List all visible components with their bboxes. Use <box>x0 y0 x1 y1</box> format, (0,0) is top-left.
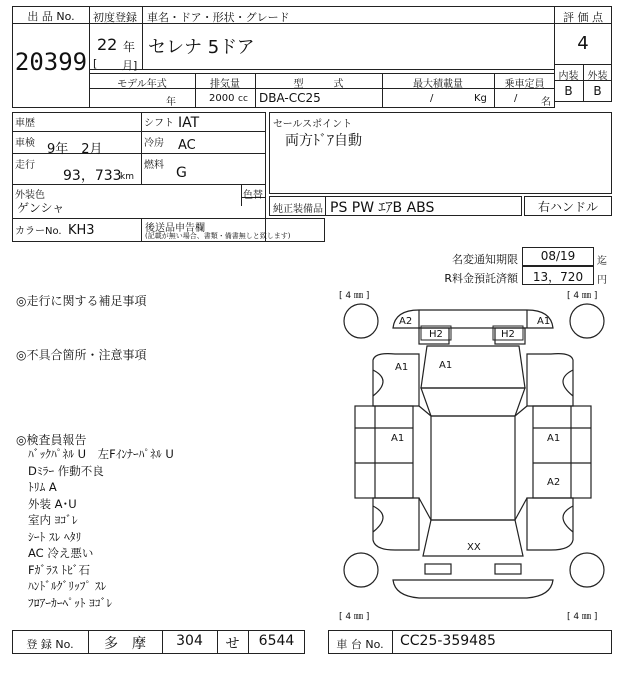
wheel-arch-rr <box>563 506 573 532</box>
model-type: DBA-CC25 <box>259 91 321 105</box>
wheel-arch-fl <box>373 370 383 396</box>
name-change-value: 08/19 <box>540 249 576 263</box>
inspector-line: ﾊﾞｯｸﾊﾟﾈﾙ U 左Fｲﾝﾅｰﾊﾟﾈﾙ U <box>28 447 174 461</box>
tail-light-right <box>495 564 521 574</box>
displacement-unit: cc <box>238 94 248 104</box>
month-unit: 月] <box>122 59 138 72</box>
reg-area: 多 摩 <box>104 636 146 652</box>
car-name-label: 車名・ドア・形状・グレード <box>147 11 290 24</box>
interior-grade: B <box>564 84 573 98</box>
inspector-line: ﾊﾝﾄﾞﾙｸﾞﾘｯﾌﾟ ｽﾚ <box>28 579 107 593</box>
model-year-unit: 年 <box>166 97 176 108</box>
hood-outline <box>421 346 525 388</box>
score-label: 評 価 点 <box>563 11 603 24</box>
first-reg-label: 初度登録 <box>93 11 137 24</box>
mark-rear-right: A2 <box>547 477 561 488</box>
model-year-label: モデル年式 <box>117 79 167 90</box>
inspector-line: AC 冷え悪い <box>28 546 94 560</box>
exterior-grade: B <box>593 84 602 98</box>
mark-roof: XX <box>467 542 481 553</box>
mark-front-right: A1 <box>537 316 551 327</box>
mark-fender-left: A1 <box>395 362 409 373</box>
inspection-value: 9年 2月 <box>47 142 103 157</box>
windshield-outline <box>421 388 525 416</box>
first-reg-year: 22 <box>97 35 118 54</box>
reg-no-label: 登 録 No. <box>26 638 74 651</box>
body-side-right <box>533 406 591 498</box>
equipment-value: PS PW ｴｱB ABS <box>330 200 435 216</box>
month-open: [ <box>93 57 98 70</box>
rear-quarter-left <box>373 498 419 550</box>
recolor-label: 色替 <box>243 190 263 201</box>
mark-h2-left: H2 <box>429 329 443 340</box>
fuel-value: G <box>176 165 187 181</box>
inspector-line: Fｶﾞﾗｽ ﾄﾋﾞ石 <box>28 562 91 577</box>
aftermarket-label: 後送品申告欄 <box>145 223 205 234</box>
type-label: 型 式 <box>293 79 344 90</box>
rear-bumper-outline <box>393 580 553 598</box>
color-no-label: カラーNo. <box>15 226 62 237</box>
capacity-sep: / <box>514 93 518 104</box>
mark-h2-right: H2 <box>501 329 515 340</box>
displacement-value: 2000 <box>209 93 235 104</box>
mileage-value: 93，733 <box>63 168 122 184</box>
inspection-label: 車検 <box>15 138 35 149</box>
inspector-line: ﾌﾛｱｰｶｰﾍﾟｯﾄ ﾖｺﾞﾚ <box>28 595 113 610</box>
tire-depth-br: [ 4 ㎜ ] <box>567 612 598 622</box>
body-side-left <box>355 406 413 498</box>
tire-depth-tl: [ 4 ㎜ ] <box>339 291 370 301</box>
chassis-number: CC25-359485 <box>400 633 496 649</box>
max-load-unit: Kg <box>474 93 487 104</box>
sales-point-label: セールスポイント <box>273 119 353 130</box>
recycle-label: R料金預託済額 <box>444 272 518 285</box>
mark-front-left: A2 <box>399 316 413 327</box>
wheel-arch-rl <box>373 506 383 532</box>
tire-depth-bl: [ 4 ㎜ ] <box>339 612 370 622</box>
ac-label: 冷房 <box>144 138 164 149</box>
car-damage-diagram <box>335 288 611 626</box>
ext-color-value: ゲンシャ <box>17 201 65 215</box>
tire-front-right <box>570 304 604 338</box>
shift-label: シフト <box>144 118 174 129</box>
ac-value: AC <box>178 138 196 153</box>
recycle-unit: 円 <box>597 275 607 286</box>
chassis-label: 車 台 No. <box>336 638 384 651</box>
mileage-unit: km <box>120 172 134 182</box>
car-name: セレナ 5ドア <box>148 37 255 58</box>
ext-color-label: 外装色 <box>15 190 45 201</box>
reg-number: 6544 <box>258 633 295 649</box>
history-label: 車歴 <box>15 118 35 129</box>
mark-door-right: A1 <box>547 433 561 444</box>
displacement-label: 排気量 <box>210 79 240 90</box>
sales-point-value: 両方ﾄﾞｱ自動 <box>285 133 362 149</box>
inspector-line: ｼｰﾄ ｽﾚ ﾍﾀﾘ <box>28 529 82 544</box>
mark-fender-center: A1 <box>439 360 453 371</box>
capacity-unit: 名 <box>541 97 551 108</box>
rear-quarter-right <box>527 498 573 550</box>
mark-door-left: A1 <box>391 433 405 444</box>
shift-value: IAT <box>178 115 200 131</box>
aftermarket-note: (記載が無い場合、書類・備書無しと致します) <box>145 232 291 240</box>
recycle-value: 13，720 <box>532 270 584 284</box>
lot-number: 20399 <box>14 48 88 76</box>
steering-value: 右ハンドル <box>537 200 598 214</box>
driving-notes-title: ◎走行に関する補足事項 <box>16 294 147 308</box>
max-load-label: 最大積載量 <box>413 79 463 90</box>
reg-kana: せ <box>225 636 240 652</box>
name-change-label: 名変通知期限 <box>452 253 518 266</box>
tail-light-left <box>425 564 451 574</box>
inspector-line: Dﾐﾗｰ 作動不良 <box>28 463 104 478</box>
inspector-line: 室内 ﾖｺﾞﾚ <box>28 513 78 527</box>
equipment-label: 純正装備品 <box>273 204 323 215</box>
roof-outline <box>431 416 515 520</box>
front-fender-right <box>527 354 573 406</box>
exterior-label: 外装 <box>587 71 608 82</box>
inspector-line: 外装 A･U <box>28 496 77 511</box>
name-change-unit: 迄 <box>597 256 607 267</box>
fuel-label: 燃料 <box>144 160 164 171</box>
front-bumper-outline <box>393 310 553 328</box>
color-no-value: KH3 <box>68 223 95 238</box>
year-unit: 年 <box>123 40 136 54</box>
defects-notes-title: ◎不具合箇所・注意事項 <box>16 348 147 362</box>
inspector-line: ﾄﾘﾑ A <box>28 480 57 494</box>
tire-rear-left <box>344 553 378 587</box>
wheel-arch-fr <box>563 370 573 396</box>
reg-class: 304 <box>176 633 203 649</box>
inspector-report-list <box>28 446 318 611</box>
max-load-sep: / <box>430 93 434 104</box>
tire-rear-right <box>570 553 604 587</box>
tire-depth-tr: [ 4 ㎜ ] <box>567 291 598 301</box>
lot-number-label: 出 品 No. <box>27 10 75 23</box>
interior-label: 内装 <box>558 71 579 82</box>
capacity-label: 乗車定員 <box>504 79 545 90</box>
tire-front-left <box>344 304 378 338</box>
inspector-report-title: ◎検査員報告 <box>16 433 87 447</box>
mileage-label: 走行 <box>15 160 35 171</box>
score-value: 4 <box>577 33 589 54</box>
